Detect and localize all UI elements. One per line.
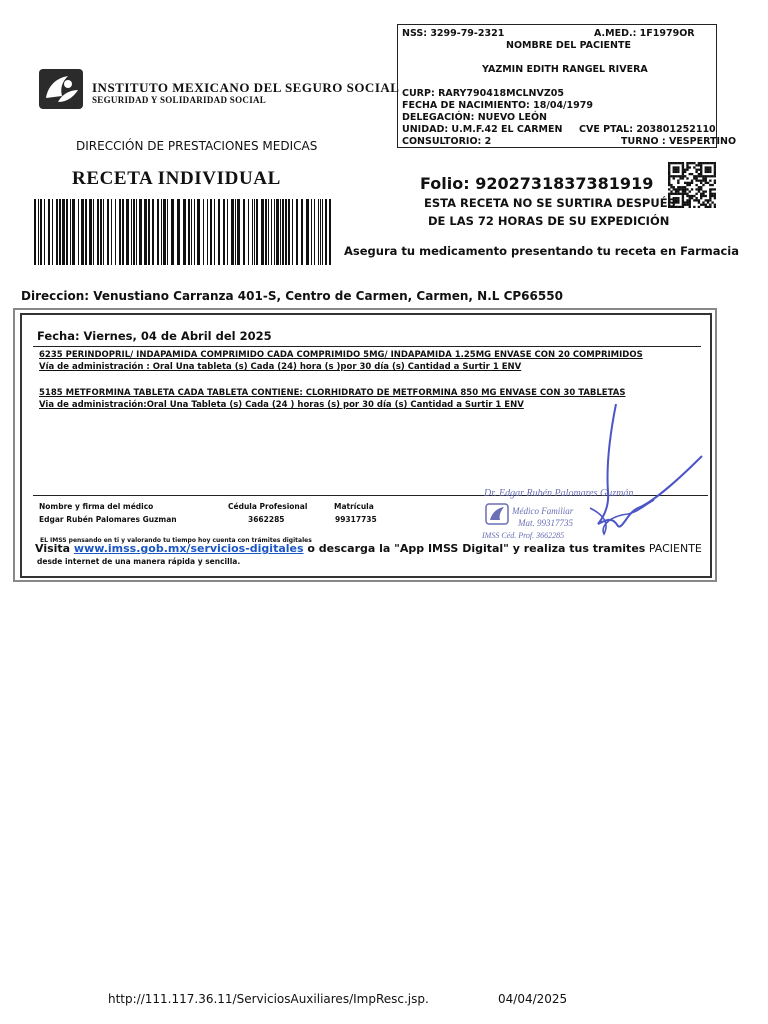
medication-name: 6235 PERINDOPRIL/ INDAPAMIDA COMPRIMIDO CADA COMPRIMIDO 5MG/ INDAPAMIDA 1.25MG ENVASE CON 20 COMPRIMIDOS	[39, 350, 643, 360]
print-date: 04/04/2025	[498, 992, 568, 1006]
expiry-warning-line1: ESTA RECETA NO SE SURTIRA DESPUÉS	[424, 196, 676, 210]
expiry-warning-line2: DE LAS 72 HORAS DE SU EXPEDICIÓN	[428, 214, 670, 228]
patient-birthdate: FECHA DE NACIMIENTO: 18/04/1979	[402, 100, 593, 111]
document-title: RECETA INDIVIDUAL	[72, 168, 281, 189]
doctor-name: Edgar Rubén Palomares Guzman	[39, 515, 177, 524]
stamp-line1: Dr. Edgar Rubén Palomares Guzmán	[484, 488, 634, 499]
patient-unit: UNIDAD: U.M.F.42 EL CARMEN	[402, 124, 563, 135]
visit-recipient: PACIENTE	[645, 542, 702, 555]
clinic-address: Direccion: Venustiano Carranza 401-S, Centro de Carmen, Carmen, N.L CP66550	[21, 289, 563, 303]
patient-curp: CURP: RARY790418MCLNVZ05	[402, 88, 564, 99]
page-url: http://111.117.36.11/ServiciosAuxiliares/ImpResc.jsp.	[108, 992, 429, 1006]
patient-info-box	[397, 24, 737, 148]
barcode	[34, 199, 336, 265]
folio-number: Folio: 9202731837381919	[420, 174, 654, 193]
org-name: INSTITUTO MEXICANO DEL SEGURO SOCIAL	[92, 80, 400, 95]
patient-cve-ptal: CVE PTAL: 203801252110	[579, 124, 716, 135]
visit-middle: o descarga la "App IMSS Digital" y realiza tus tramites	[303, 542, 646, 555]
digital-services-notice	[35, 542, 702, 555]
stamp-line4: IMSS Céd. Prof. 3662285	[482, 531, 565, 540]
medication-dosage: Via de administración:Oral Una Tableta (s) Cada (24 ) horas (s) por 30 día (s) Cantidad a Surtir 1 ENV	[39, 400, 524, 410]
cedula-value: 3662285	[248, 515, 285, 524]
digital-services-link[interactable]: www.imss.gob.mx/servicios-digitales	[73, 542, 304, 555]
org-motto: SEGURIDAD Y SOLIDARIDAD SOCIAL	[92, 95, 267, 105]
patient-amed: A.MED.: 1F1979OR	[594, 28, 695, 39]
cedula-label: Cédula Profesional	[228, 502, 308, 511]
matricula-label: Matrícula	[334, 502, 374, 511]
prescription-date: Fecha: Viernes, 04 de Abril del 2025	[37, 329, 272, 343]
patient-office: CONSULTORIO: 2	[402, 136, 492, 147]
doctor-label: Nombre y firma del médico	[39, 502, 154, 511]
doctor-stamp-signature	[478, 404, 710, 544]
pharmacy-notice: Asegura tu medicamento presentando tu receta en Farmacia	[344, 244, 740, 258]
imss-logo-icon	[38, 68, 84, 110]
patient-shift: TURNO : VESPERTINO	[621, 136, 737, 147]
patient-delegation: DELEGACIÓN: NUEVO LEÓN	[402, 112, 548, 123]
matricula-value: 99317735	[335, 515, 377, 524]
divider	[33, 346, 701, 347]
visit-prefix: Visita	[35, 542, 74, 555]
patient-name-label: NOMBRE DEL PACIENTE	[506, 40, 631, 51]
digital-services-notice-line2: desde internet de una manera rápida y sencilla.	[37, 557, 241, 566]
stamp-line2: Médico Familiar	[512, 506, 574, 516]
direction-title: DIRECCIÓN DE PRESTACIONES MEDICAS	[76, 139, 318, 153]
medication-name: 5185 METFORMINA TABLETA CADA TABLETA CONTIENE: CLORHIDRATO DE METFORMINA 850 MG ENVASE CON 30 TABLETAS	[39, 388, 626, 398]
patient-name: YAZMIN EDITH RANGEL RIVERA	[482, 64, 648, 75]
imss-digital-note: EL IMSS pensando en ti y valorando tu tiempo hoy cuenta con trámites digitales	[40, 537, 312, 544]
medication-dosage: Vía de administración : Oral Una tableta (s) Cada (24) hora (s )por 30 día (s) Cantidad a Surtir 1 ENV	[39, 362, 522, 372]
stamp-line3: Mat. 99317735	[518, 518, 573, 528]
patient-nss: NSS: 3299-79-2321	[402, 28, 505, 39]
